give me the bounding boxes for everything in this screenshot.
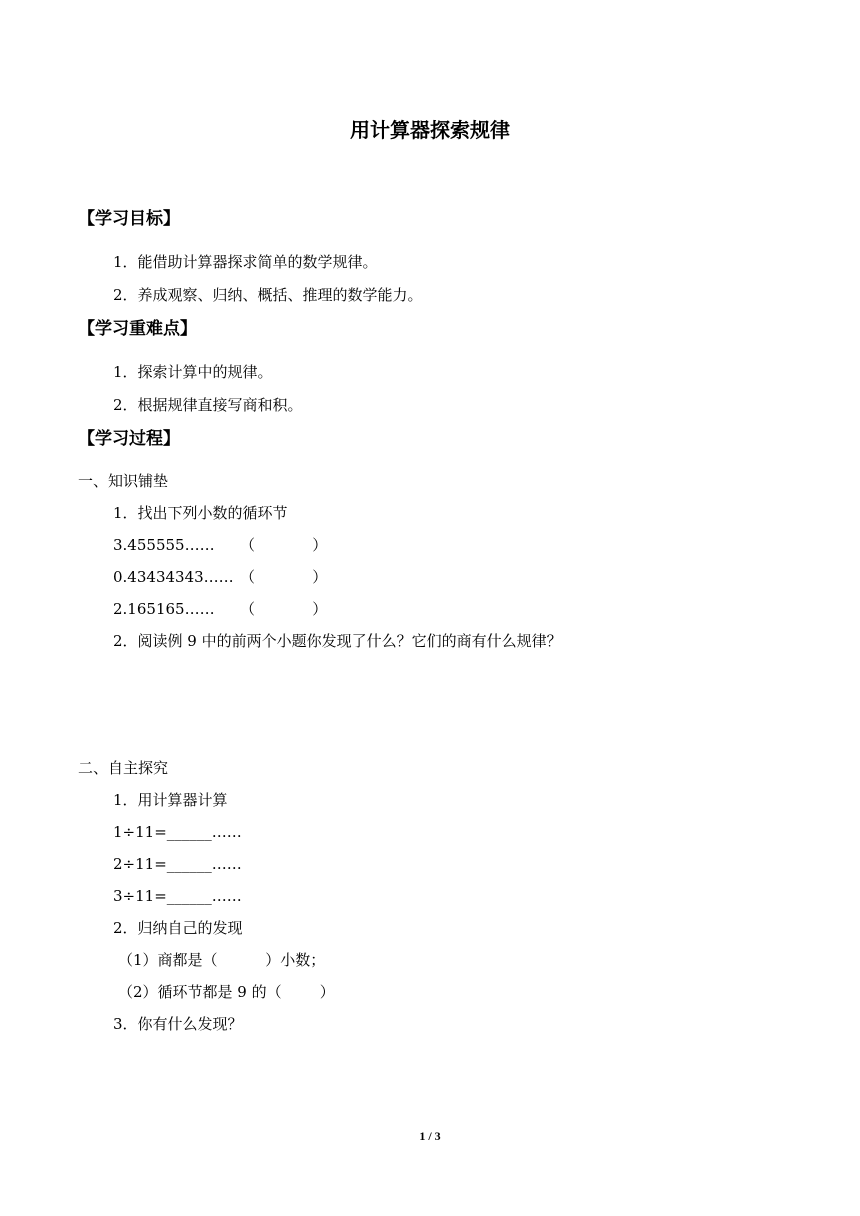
question-find-cycle: 1．找出下列小数的循环节 bbox=[113, 504, 288, 522]
page-title: 用计算器探索规律 bbox=[350, 118, 510, 142]
question-discovery: 3．你有什么发现？ bbox=[113, 1015, 243, 1033]
section-title-knowledge: 一、知识铺垫 bbox=[78, 472, 169, 490]
calc-line: 2÷11=______…… bbox=[113, 855, 242, 873]
finding-item: （1）商都是（ ）小数； bbox=[118, 951, 326, 969]
calc-line: 1÷11=______…… bbox=[113, 823, 242, 841]
question-read-example: 2．阅读例 9 中的前两个小题你发现了什么？它们的商有什么规律？ bbox=[113, 632, 562, 650]
decimal-number: 0.43434343…… bbox=[113, 568, 234, 586]
key-points-heading: 【学习重难点】 bbox=[78, 319, 197, 339]
key-point-item: 1．探索计算中的规律。 bbox=[113, 363, 273, 381]
answer-blank: （ ） bbox=[240, 536, 328, 554]
section-title-explore: 二、自主探究 bbox=[78, 759, 169, 777]
decimal-number: 2.165165…… bbox=[113, 600, 215, 618]
process-heading: 【学习过程】 bbox=[78, 429, 180, 449]
question-summarize: 2．归纳自己的发现 bbox=[113, 919, 243, 937]
calc-line: 3÷11=______…… bbox=[113, 887, 242, 905]
question-calculate: 1．用计算器计算 bbox=[113, 791, 228, 809]
answer-blank: （ ） bbox=[240, 600, 328, 618]
objective-item: 1．能借助计算器探求简单的数学规律。 bbox=[113, 253, 378, 271]
answer-blank: （ ） bbox=[240, 568, 328, 586]
page-number: 1 / 3 bbox=[419, 1129, 441, 1143]
objective-item: 2．养成观察、归纳、概括、推理的数学能力。 bbox=[113, 286, 423, 304]
finding-item: （2）循环节都是 9 的（ ） bbox=[118, 983, 335, 1001]
objectives-heading: 【学习目标】 bbox=[78, 209, 180, 229]
decimal-number: 3.455555…… bbox=[113, 536, 215, 554]
key-point-item: 2．根据规律直接写商和积。 bbox=[113, 396, 303, 414]
